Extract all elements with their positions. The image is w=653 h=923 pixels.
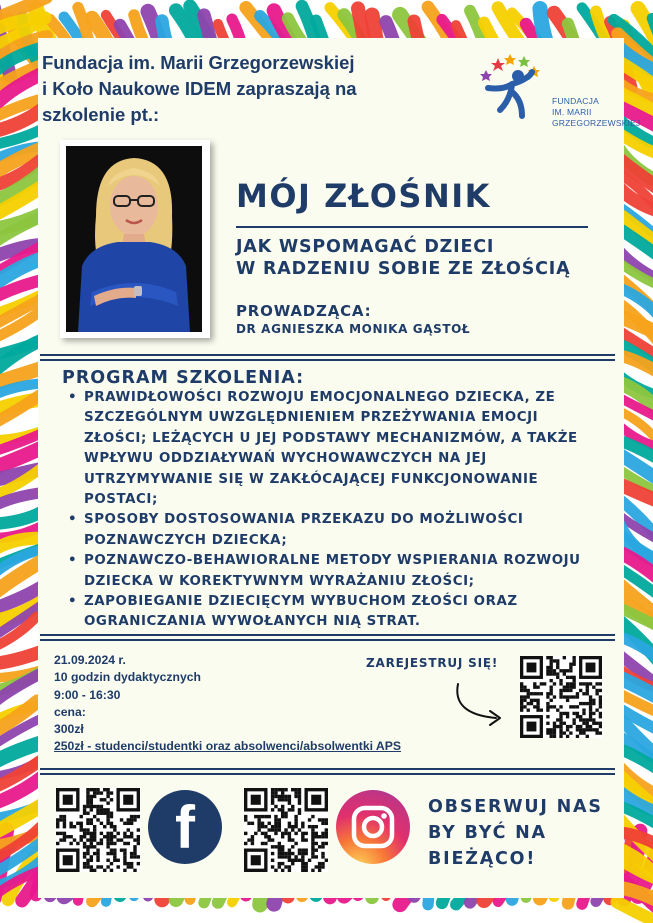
register-qr-code[interactable]	[520, 656, 602, 738]
event-hours: 10 godzin dydaktycznych	[54, 670, 201, 685]
logo-line-3: GRZEGORZEWSKIEJ	[552, 118, 641, 128]
discount-price: 250zł - studenci/studentki oraz absolwenci/absolwentki APS	[54, 739, 401, 754]
lecturer-photo-frame	[60, 140, 210, 338]
program-item: • SPOSOBY DOSTOSOWANIA PRZEKAZU DO MOŻLIWOŚCI POZNAWCZYCH DZIECKA;	[62, 510, 602, 551]
program-item: • POZNAWCZO-BEHAWIORALNE METODY WSPIERANIA ROZWOJU DZIECKA W KOREKTYWNYM WYRAŻANIU ZŁOŚCI;	[62, 551, 602, 592]
title-divider	[236, 226, 588, 228]
lecturer-label: PROWADZĄCA:	[236, 302, 372, 320]
header-line-3: szkolenie pt.:	[42, 104, 160, 125]
program-item: • PRAWIDŁOWOŚCI ROZWOJU EMOCJONALNEGO DZIECKA, ZE SZCZEGÓLNYM UWZGLĘDNIENIEM PRZEŻYWANIA EMOCJI ZŁOŚCI; LEŻĄCYCH U JEJ PODSTAWY MECHANIZMÓW, A TAKŻE WPŁYWU ODDZIAŁYWAŃ WYCHOWAWCZYCH NA JEJ UTRZYMYWANIE SIĘ W ZAKŁÓCAJĄCEJ FUNKCJONOWANIE POSTACI;	[62, 388, 602, 510]
section-divider-middle	[40, 634, 615, 641]
instagram-icon[interactable]	[336, 790, 410, 864]
facebook-icon[interactable]: f	[148, 790, 222, 864]
lecturer-photo	[66, 146, 202, 332]
follow-line-3: BIEŻĄCO!	[428, 849, 537, 869]
facebook-qr-code[interactable]	[56, 788, 140, 872]
follow-line-2: BY BYĆ NA	[428, 823, 547, 843]
subtitle-line-2: W RADZENIU SOBIE ZE ZŁOŚCIĄ	[236, 259, 571, 279]
header-line-1: Fundacja im. Marii Grzegorzewskiej	[42, 52, 355, 73]
event-info	[54, 652, 401, 756]
price-label: cena:	[54, 704, 86, 719]
register-text: ZAREJESTRUJ SIĘ!	[366, 656, 499, 670]
program-item: • ZAPOBIEGANIE DZIECIĘCYM WYBUCHOM ZŁOŚCI ORAZ OGRANICZANIA WYWOŁANYCH NIĄ STRAT.	[62, 592, 602, 633]
lecturer-photo-image	[66, 146, 202, 332]
logo-line-1: FUNDACJA	[552, 96, 599, 106]
lecturer-name: DR AGNIESZKA MONIKA GĄSTOŁ	[236, 322, 471, 336]
header-text	[42, 50, 442, 128]
instagram-qr-code[interactable]	[244, 788, 328, 872]
subtitle	[236, 236, 616, 280]
header-line-2: i Koło Naukowe IDEM zapraszają na	[42, 78, 357, 99]
subtitle-line-1: JAK WSPOMAGAĆ DZIECI	[236, 237, 495, 257]
foundation-logo-text	[552, 96, 640, 129]
program-list	[62, 388, 602, 633]
page-title: MÓJ ZŁOŚNIK	[236, 177, 491, 215]
section-divider-top	[40, 354, 615, 361]
logo-line-2: IM. MARII	[552, 107, 592, 117]
program-title: PROGRAM SZKOLENIA:	[62, 368, 305, 388]
event-date: 21.09.2024 r.	[54, 653, 126, 667]
event-time: 9:00 - 16:30	[54, 687, 121, 702]
arrow-icon	[450, 680, 510, 728]
follow-line-1: OBSERWUJ NAS	[428, 797, 603, 817]
follow-us-text	[428, 794, 618, 872]
section-divider-bottom	[40, 768, 615, 775]
price: 300zł	[54, 722, 84, 737]
